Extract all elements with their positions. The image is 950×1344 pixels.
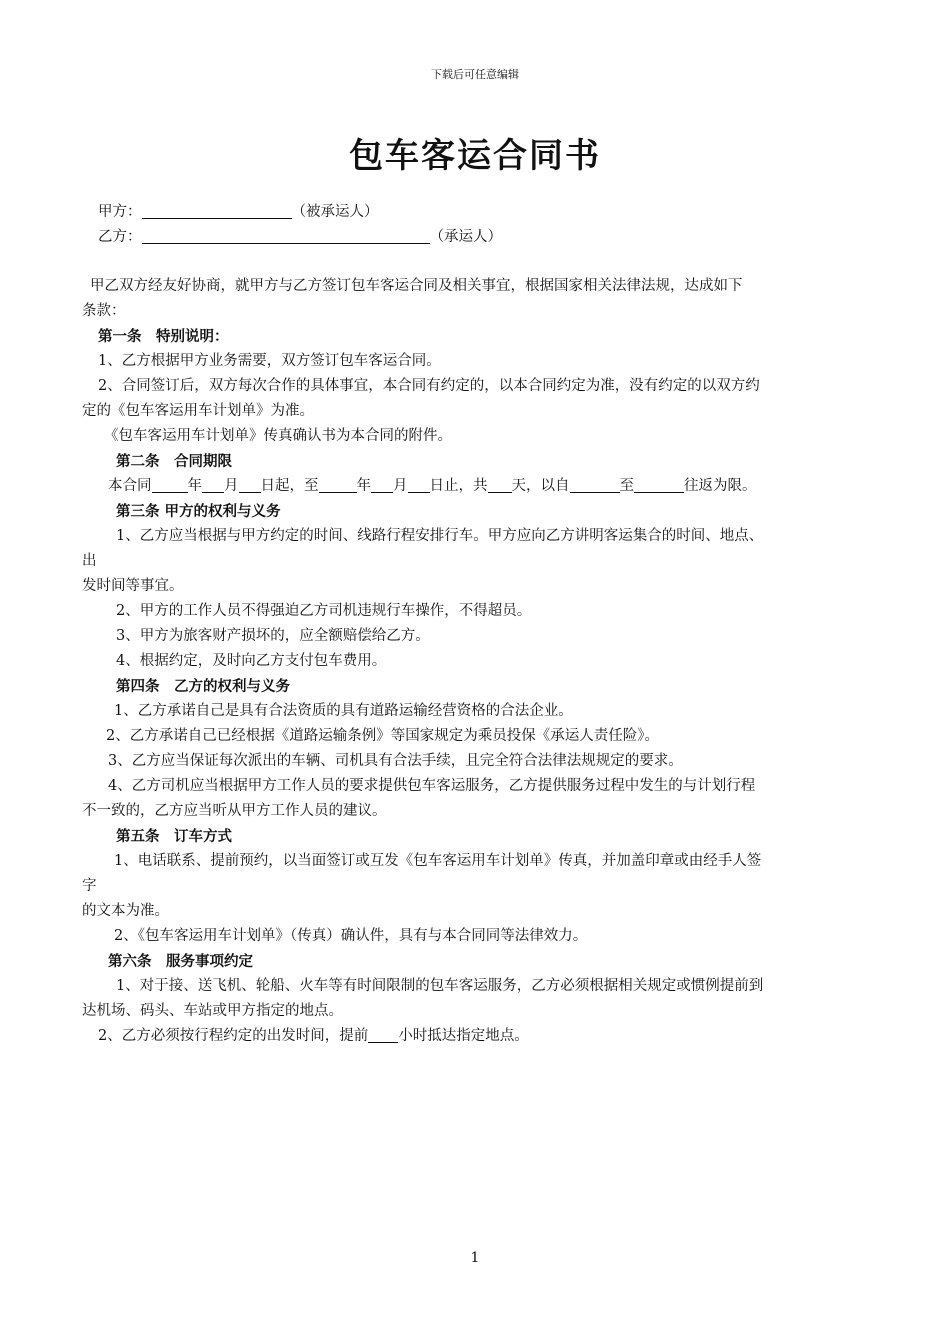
party-b-blank[interactable] [142,226,430,244]
article-6-heading: 第六条 服务事项约定 [108,953,253,970]
blank-month-end[interactable] [371,475,393,493]
article-6-line: 达机场、码头、车站或甲方指定的地点。 [82,1003,343,1019]
blank-days[interactable] [488,475,512,493]
contract-body [82,200,872,1049]
blank-hours[interactable] [368,1025,398,1043]
article-4-line: 3、乙方应当保证每次派出的车辆、司机具有合法手续，且完全符合法律法规规定的要求。 [108,753,683,769]
blank-day-start[interactable] [239,475,261,493]
article-5-heading: 第五条 订车方式 [116,828,232,845]
article-3-line: 1、乙方应当根据与甲方约定的时间、线路行程安排行车。甲方应向乙方讲明客运集合的时间、地点、 [116,528,764,544]
blank-month-start[interactable] [202,475,224,493]
article-1-line: 《包车客运用车计划单》传真确认书为本合同的附件。 [104,428,452,444]
article-4-line: 不一致的，乙方应当听从甲方工作人员的建议。 [82,803,387,819]
blank-year-end[interactable] [319,475,357,493]
article-4-line: 4、乙方司机应当根据甲方工作人员的要求提供包车客运服务，乙方提供服务过程中发生的与计划行程 [108,778,756,794]
article-6-line: 1、对于接、送飞机、轮船、火车等有时间限制的包车客运服务，乙方必须根据相关规定或惯例提前到 [116,978,764,994]
blank-year-start[interactable] [152,475,188,493]
article-3-line: 发时间等事宜。 [82,578,184,594]
article-2-heading: 第二条 合同期限 [116,453,232,470]
article-3-line: 3、甲方为旅客财产损坏的，应全额赔偿给乙方。 [116,628,430,644]
article-4-line: 1、乙方承诺自己是具有合法资质的具有道路运输经营资格的合法企业。 [114,703,573,719]
page-number: 1 [470,1250,480,1266]
blank-day-end[interactable] [408,475,430,493]
article-5-line: 2、《包车客运用车计划单》（传真）确认件，具有与本合同同等法律效力。 [114,928,588,944]
party-a-line [82,200,872,225]
party-a-role: （被承运人） [291,204,379,220]
party-a-blank[interactable] [142,201,292,219]
blank-from[interactable] [570,475,620,493]
article-3-line: 4、根据约定，及时向乙方支付包车费用。 [116,653,387,669]
party-a-label: 甲方： [98,204,142,220]
article-5-line: 的文本为准。 [82,903,169,919]
article-3-line: 2、甲方的工作人员不得强迫乙方司机违规行车操作，不得超员。 [116,603,532,619]
article-5-line: 字 [82,878,97,894]
article-1-line: 定的《包车客运用车计划单》为准。 [82,403,314,419]
article-4-heading: 第四条 乙方的权利与义务 [116,678,290,695]
intro-line: 甲乙双方经友好协商，就甲方与乙方签订包车客运合同及相关事宜，根据国家相关法律法规，达成如下 [90,278,743,294]
article-2-term-line: 本合同 年 月 日起，至 年 月 日止，共 天，以自 至 往返为限。 [82,474,872,499]
document-title: 包车客运合同书 [349,136,601,176]
article-1-line: 1、乙方根据甲方业务需要，双方签订包车客运合同。 [98,353,441,369]
party-b-label: 乙方： [98,229,142,245]
party-b-line [82,225,872,250]
article-1-heading: 第一条 特别说明： [98,328,229,345]
party-b-role: （承运人） [429,229,502,245]
blank-to[interactable] [634,475,684,493]
article-5-line: 1、电话联系、提前预约，以当面签订或互发《包车客运用车计划单》传真，并加盖印章或由经手人签 [114,853,762,869]
article-3-line: 出 [82,553,97,569]
article-4-line: 2、乙方承诺自己已经根据《道路运输条例》等国家规定为乘员投保《承运人责任险》。 [106,728,659,744]
article-6-line: 2、乙方必须按行程约定的出发时间，提前 小时抵达指定地点。 [82,1024,872,1049]
article-1-line: 2、合同签订后，双方每次合作的具体事宜，本合同有约定的，以本合同约定为准，没有约定的以双方约 [98,378,760,394]
article-3-heading: 第三条 甲方的权利与义务 [116,503,281,520]
header-note: 下载后可任意编辑 [431,68,519,81]
intro-line: 条款： [82,303,126,319]
